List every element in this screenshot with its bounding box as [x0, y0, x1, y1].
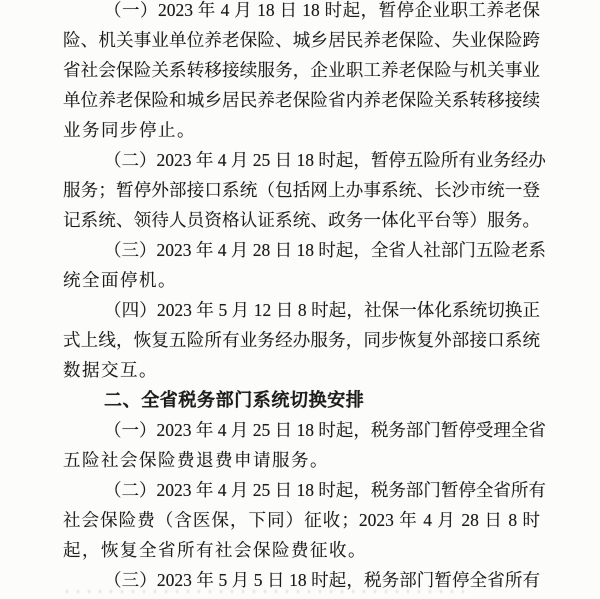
- document-line: 险、机关事业单位养老保险、城乡居民养老保险、失业保险跨: [63, 30, 540, 50]
- document-line: 五险社会保险费退费申请服务。: [63, 450, 329, 470]
- document-line: 服务；暂停外部接口系统（包括网上办事系统、长沙市统一登: [63, 180, 540, 200]
- document-line: 省社会保险关系转移接续服务，企业职工养老保险与机关事业: [63, 60, 540, 80]
- document-line: 单位养老保险和城乡居民养老保险省内养老保险关系转移接续: [63, 90, 540, 110]
- document-line: 数据交互。: [63, 360, 158, 380]
- document-line: （二）2023 年 4 月 25 日 18 时起，暂停五险所有业务经办: [104, 150, 546, 170]
- document-line: （三）2023 年 5 月 5 日 18 时起，税务部门暂停全省所有: [104, 570, 540, 590]
- document-line: 统全面停机。: [63, 270, 177, 290]
- document-line: （三）2023 年 4 月 28 日 18 时起，全省人社部门五险老系: [104, 240, 546, 260]
- document-page: [63, 0, 546, 595]
- document-line: 起，恢复全省所有社会保险费征收。: [63, 540, 367, 560]
- section-heading: 二、全省税务部门系统切换安排: [104, 390, 365, 410]
- document-line: （一）2023 年 4 月 18 日 18 时起，暂停企业职工养老保: [104, 0, 540, 20]
- page-bottom-scan-artifact: [66, 590, 468, 593]
- document-line: 社会保险费（含医保，下同）征收；2023 年 4 月 28 日 8 时: [63, 510, 540, 530]
- document-line: （四）2023 年 5 月 12 日 8 时起，社保一体化系统切换正: [104, 300, 540, 320]
- document-line: 记系统、领待人员资格认证系统、政务一体化平台等）服务。: [63, 210, 540, 230]
- document-line: 式上线，恢复五险所有业务经办服务，同步恢复外部接口系统: [63, 330, 540, 350]
- document-line: （二）2023 年 4 月 25 日 18 时起，税务部门暂停全省所有: [104, 480, 546, 500]
- document-line: （一）2023 年 4 月 25 日 18 时起，税务部门暂停受理全省: [104, 420, 546, 440]
- document-line: 业务同步停止。: [63, 120, 196, 140]
